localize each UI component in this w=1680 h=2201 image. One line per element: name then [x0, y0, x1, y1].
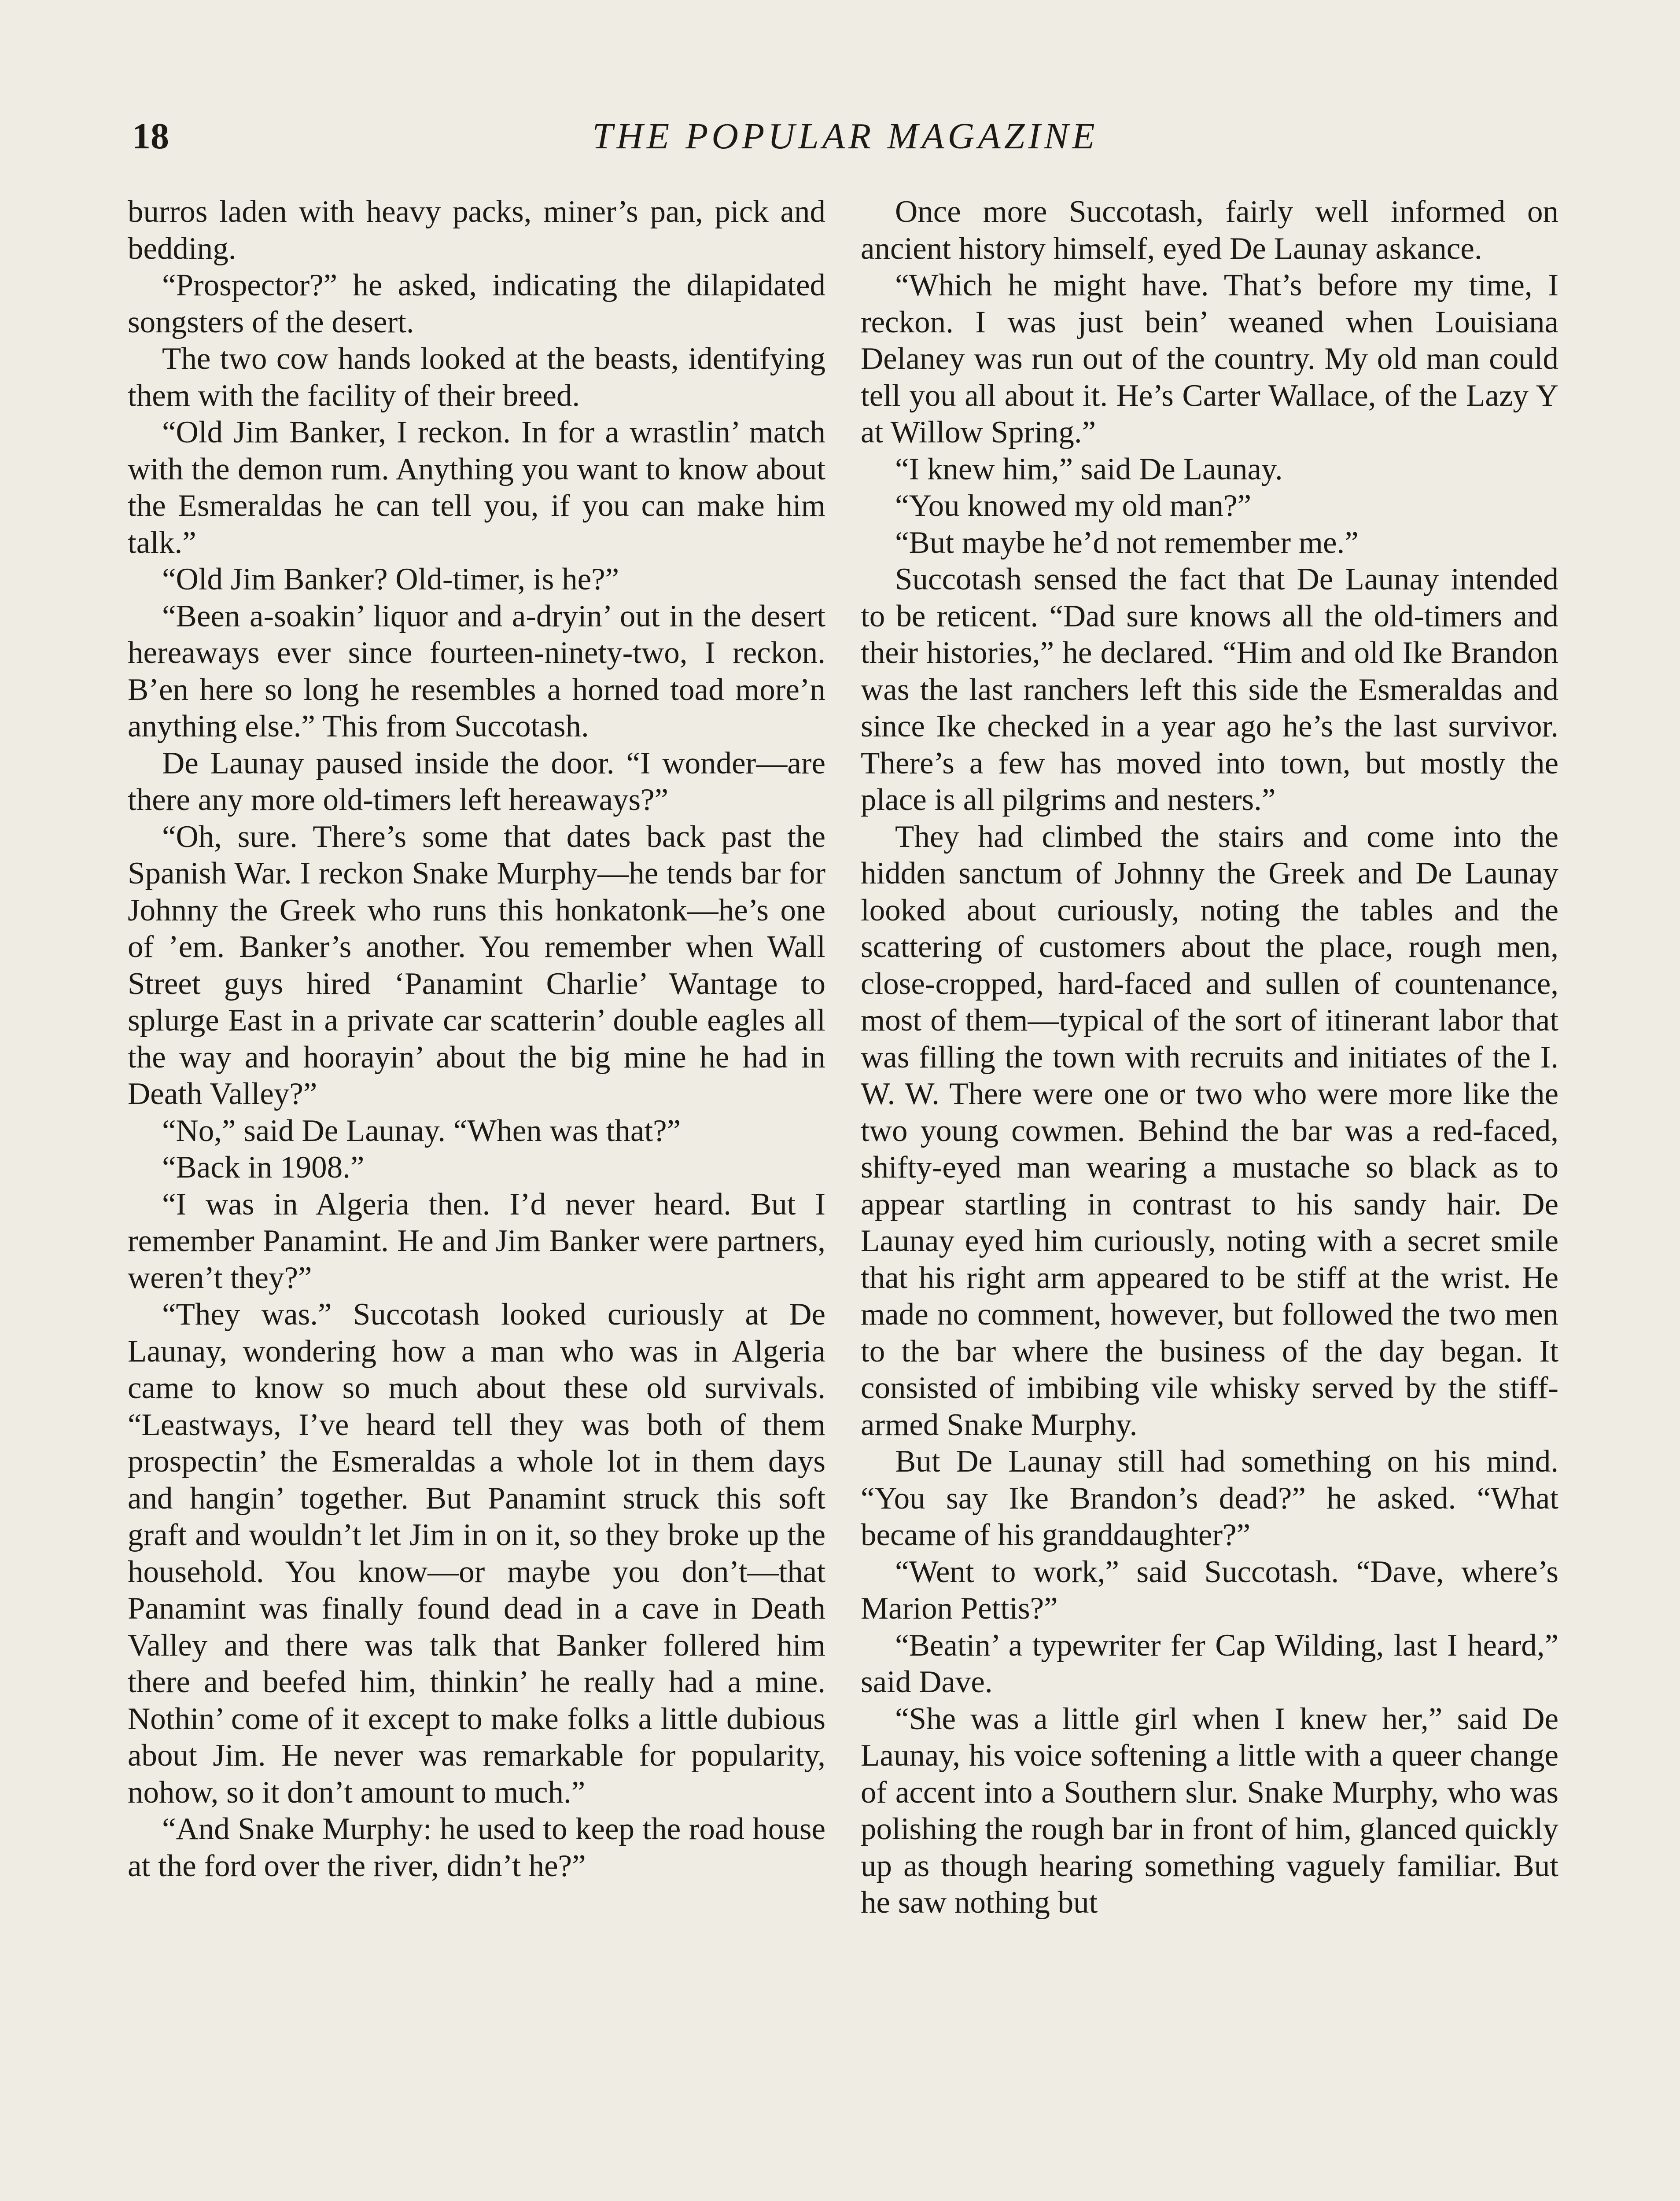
paragraph: The two cow hands looked at the beasts, identifying them with the facility of their breed. — [128, 342, 825, 413]
paragraph: “They was.” Succotash looked curiously at De Launay, wondering how a man who was in Algeria came to know so much about these old survivals. “Leastways, I’ve heard tell they was both of them prospectin’ the Esmeraldas a whole lot in them days and hangin’ together. But Panamint struck this soft graft and wouldn’t let Jim in on it, so they broke up the household. You know—or maybe you don’t—that Panamint was finally found dead in a cave in Death Valley and there was talk that Banker follered him there and beefed him, thinkin’ he really had a mine. Nothin’ come of it except to make folks a little dubious about Jim. He never was remarkable for popularity, nohow, so it don’t amount to much.” — [128, 1297, 825, 1810]
paragraph: Once more Succotash, fairly well informed on ancient history himself, eyed De Launay askance. — [861, 195, 1558, 266]
paragraph: De Launay paused inside the door. “I wonder—are there any more old-timers left hereaways?” — [128, 746, 825, 817]
paragraph: “Old Jim Banker, I reckon. In for a wrastlin’ match with the demon rum. Anything you want to know about the Esmeraldas he can tell you, if you can make him talk.” — [128, 415, 825, 560]
text-column-left — [128, 194, 825, 2201]
paragraph: “Beatin’ a typewriter fer Cap Wilding, last I heard,” said Dave. — [861, 1628, 1558, 1699]
paragraph: “Went to work,” said Succotash. “Dave, where’s Marion Pettis?” — [861, 1554, 1558, 1626]
paragraph: Succotash sensed the fact that De Launay intended to be reticent. “Dad sure knows all the old-timers and their histories,” he declared. “Him and old Ike Brandon was the last ranchers left this side the Esmeraldas and since Ike checked in a year ago he’s the last survivor. There’s a few has moved into town, but mostly the place is all pilgrims and nesters.” — [861, 562, 1558, 817]
paragraph: “You knowed my old man?” — [895, 489, 1252, 523]
paragraph: “She was a little girl when I knew her,” said De Launay, his voice softening a little with a queer change of accent into a Southern slur. Snake Murphy, who was polishing the rough bar in front of him, glanced quickly up as though hearing something vaguely familiar. But he saw nothing but — [861, 1701, 1558, 1920]
paragraph: burros laden with heavy packs, miner’s pan, pick and bedding. — [128, 195, 825, 266]
page-number: 18 — [132, 116, 169, 157]
paragraph: “But maybe he’d not remember me.” — [895, 525, 1359, 560]
paragraph: “Old Jim Banker? Old-timer, is he?” — [162, 562, 619, 596]
text-column-right — [861, 194, 1558, 2201]
paragraph: “Back in 1908.” — [162, 1150, 365, 1185]
page-header — [132, 112, 1558, 161]
paragraph: “No,” said De Launay. “When was that?” — [162, 1113, 681, 1148]
running-title: THE POPULAR MAGAZINE — [592, 116, 1098, 157]
paragraph: “And Snake Murphy: he used to keep the road house at the ford over the river, didn’t he?” — [128, 1812, 825, 1883]
paragraph: They had climbed the stairs and come into the hidden sanctum of Johnny the Greek and De Launay looked about curiously, noting the tables and the scattering of customers about the place, rough men, close-cropped, hard-faced and sullen of countenance, most of them—typical of the sort of itinerant labor that was filling the town with recruits and initiates of the I. W. W. There were one or two who were more like the two young cowmen. Behind the bar was a red-faced, shifty-eyed man wearing a mustache so black as to appear startling in contrast to his sandy hair. De Launay eyed him curiously, noting with a secret smile that his right arm appeared to be stiff at the wrist. He made no comment, however, but followed the two men to the bar where the business of the day began. It consisted of imbibing vile whisky served by the stiff-armed Snake Murphy. — [861, 819, 1558, 1442]
paragraph: “I was in Algeria then. I’d never heard. But I remember Panamint. He and Jim Banker were partners, weren’t they?” — [128, 1187, 825, 1295]
paragraph: “I knew him,” said De Launay. — [895, 452, 1283, 486]
paragraph: But De Launay still had something on his mind. “You say Ike Brandon’s dead?” he asked. “What became of his granddaughter?” — [861, 1444, 1558, 1552]
paragraph: “Oh, sure. There’s some that dates back past the Spanish War. I reckon Snake Murphy—he tends bar for Johnny the Greek who runs this honkatonk—he’s one of ’em. Banker’s another. You remember when Wall Street guys hired ‘Panamint Charlie’ Wantage to splurge East in a private car scatterin’ double eagles all the way and hoorayin’ about the big mine he had in Death Valley?” — [128, 819, 825, 1111]
paragraph: “Which he might have. That’s before my time, I reckon. I was just bein’ weaned when Louisiana Delaney was run out of the country. My old man could tell you all about it. He’s Carter Wallace, of the Lazy Y at Willow Spring.” — [861, 268, 1558, 449]
paragraph: “Been a-soakin’ liquor and a-dryin’ out in the desert hereaways ever since fourteen-ninety-two, I reckon. B’en here so long he resembles a horned toad more’n anything else.” This from Succotash. — [128, 599, 825, 743]
paragraph: “Prospector?” he asked, indicating the dilapidated songsters of the desert. — [128, 268, 825, 339]
